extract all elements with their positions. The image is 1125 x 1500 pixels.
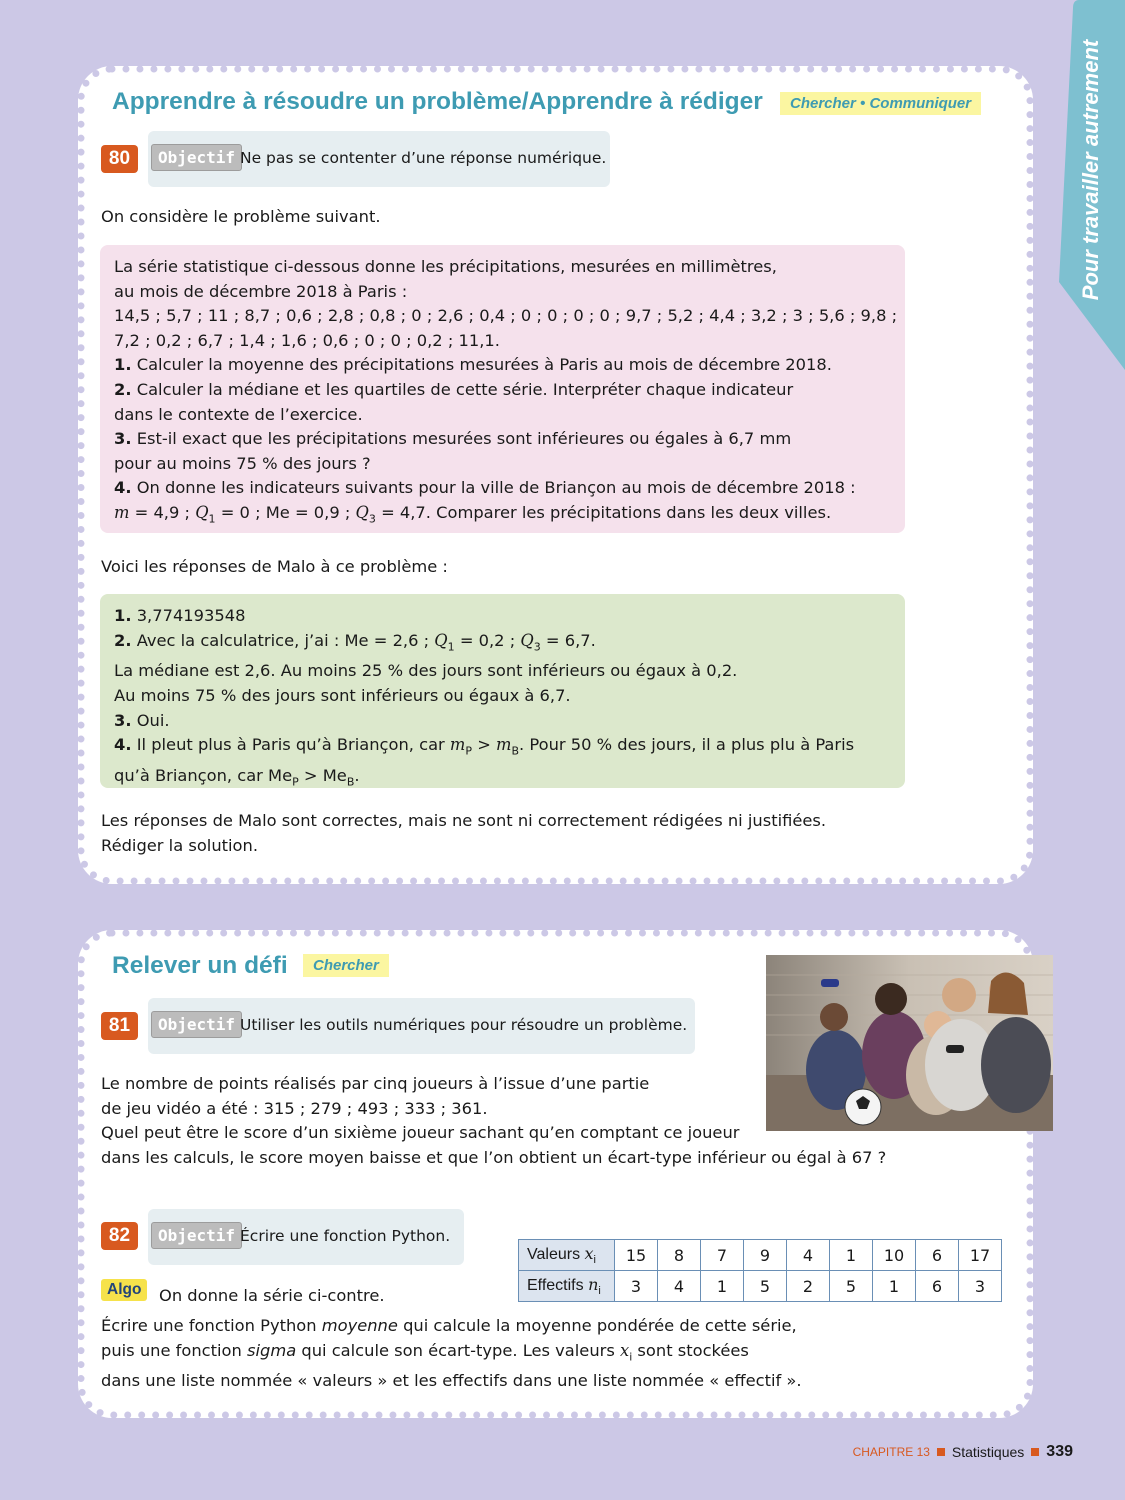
table-cell: 1 [701, 1271, 744, 1302]
table-row-values [519, 1240, 1002, 1271]
table-cell: 3 [959, 1271, 1002, 1302]
chapter-title: Statistiques [951, 1444, 1025, 1460]
table-cell: 9 [744, 1240, 787, 1271]
table-cell: 3 [615, 1271, 658, 1302]
table-cell: 2 [787, 1271, 830, 1302]
table-header-values: Valeurs $x_i$ [519, 1240, 615, 1271]
section-title-challenge: Relever un défi [112, 952, 288, 979]
objective-box-82 [148, 1209, 464, 1265]
skill-tag-chercher: Chercher [303, 954, 389, 977]
table-row-counts [519, 1271, 1002, 1302]
chapter-label: CHAPITRE 13 [852, 1445, 930, 1459]
table-cell: 17 [959, 1240, 1002, 1271]
table-header-counts: Effectifs $n_i$ [519, 1271, 615, 1302]
exercise-number: 80 [101, 145, 138, 173]
objective-box [148, 131, 610, 187]
exercise-82-text: Écrire une fonction Python moyenne qui calcule la moyenne pondérée de cette série, puis une fonction sigma qui calcule son écart-type. Les valeurs $x_i$ sont stockées dans une liste nommée « valeurs » et les effectifs dans une liste nommée « effectif ». [101, 1316, 802, 1391]
table-cell: 7 [701, 1240, 744, 1271]
problem-box: La série statistique ci-dessous donne les précipitations, mesurées en millimètres, au mois de décembre 2018 à Paris : 14,5 ; 5,7 ; 11 ; 8,7 ; 0,6 ; 2,8 ; 0,8 ; 0 ; 2,6 ; 0,4 ; 0 ; 0 ; 0 ; 0 ; 9,7 ; 5,2 ; 4,4 ; 3,2 ; 3 ; 5,6 ; 9,8 ; 7,2 ; 0,2 ; 6,7 ; 1,4 ; 1,6 ; 0,6 ; 0 ; 0 ; 0,2 ; 11,1. 1. Calculer la moyenne des précipitations mesurées à Paris au mois de décembre 2018. 2. Calculer la médiane et les quartiles de cette série. Interpréter chaque indicateur dans le contexte de l’exercice. 3. Est-il exact que les précipitations mesurées sont inférieures ou égales à 6,7 mm pour au moins 75 % des jours ? 4. On donne les indicateurs suivants pour la ville de Briançon au mois de décembre 2018 : m = 4,9 ; $Q_1 = 0$ ; Me = 0,9 ; $Q_3 = 4,7$. Comparer les précipitations dans les deux villes. [100, 245, 905, 533]
table-cell: 8 [658, 1240, 701, 1271]
answers-intro: Voici les réponses de Malo à ce problème : [101, 557, 448, 576]
exercise-82-intro: On donne la série ci-contre. [159, 1286, 385, 1305]
objective-text: Utiliser les outils numériques pour résoudre un problème. [240, 1016, 688, 1034]
table-cell: 15 [615, 1240, 658, 1271]
table-cell: 1 [830, 1240, 873, 1271]
table-cell: 6 [916, 1271, 959, 1302]
table-cell: 10 [873, 1240, 916, 1271]
exercise-number-82: 82 [101, 1222, 138, 1250]
skill-tag: Chercher • Communiquer [780, 92, 981, 115]
table-cell: 4 [658, 1271, 701, 1302]
square-bullet-icon [937, 1448, 945, 1456]
table-cell: 4 [787, 1240, 830, 1271]
algo-badge: Algo [101, 1279, 147, 1301]
table-cell: 5 [830, 1271, 873, 1302]
section-title-problem: Apprendre à résoudre un problème/Apprendre à rédiger [112, 88, 763, 115]
exercise-81-text: Le nombre de points réalisés par cinq joueurs à l’issue d’une partie de jeu vidéo a été : 315 ; 279 ; 493 ; 333 ; 361. Quel peut être le score d’un sixième joueur sachant qu’en comptant ce joueur dans les calculs, le score moyen baisse et que l’on obtient un écart-type inférieur ou égal à 67 ? [101, 1074, 887, 1167]
objective-box-81 [148, 998, 695, 1054]
objective-badge: Objectif [151, 1011, 242, 1038]
square-bullet-icon [1031, 1448, 1039, 1456]
table-cell: 1 [873, 1271, 916, 1302]
answers-box: 1. 3,774193548 2. Avec la calculatrice, j’ai : Me = 2,6 ; $Q_1 = 0,2$ ; $Q_3 = 6,7$. La médiane est 2,6. Au moins 25 % des jours sont inférieurs ou égaux à 0,2. Au moins 75 % des jours sont inférieurs ou égaux à 6,7. 3. Oui. 4. Il pleut plus à Paris qu’à Briançon, car $m_P > m_B$. Pour 50 % des jours, il a plus plu à Paris qu’à Briançon, car $Me_P > Me_B$. [100, 594, 905, 788]
table-cell: 6 [916, 1240, 959, 1271]
objective-badge: Objectif [151, 1222, 242, 1249]
conclusion-text: Les réponses de Malo sont correctes, mais ne sont ni correctement rédigées ni justifiées. Rédiger la solution. [101, 811, 827, 855]
exercise-number-81: 81 [101, 1012, 138, 1040]
side-tab-label: Pour travailler autrement [1078, 39, 1103, 301]
table-cell: 5 [744, 1271, 787, 1302]
page-number: 339 [1046, 1443, 1073, 1460]
objective-text: Écrire une fonction Python. [240, 1227, 451, 1245]
objective-badge: Objectif [151, 144, 242, 171]
intro-text: On considère le problème suivant. [101, 207, 381, 226]
frequency-table [518, 1239, 1002, 1302]
objective-text: Ne pas se contenter d’une réponse numérique. [240, 149, 607, 167]
page-footer [853, 1443, 1073, 1461]
